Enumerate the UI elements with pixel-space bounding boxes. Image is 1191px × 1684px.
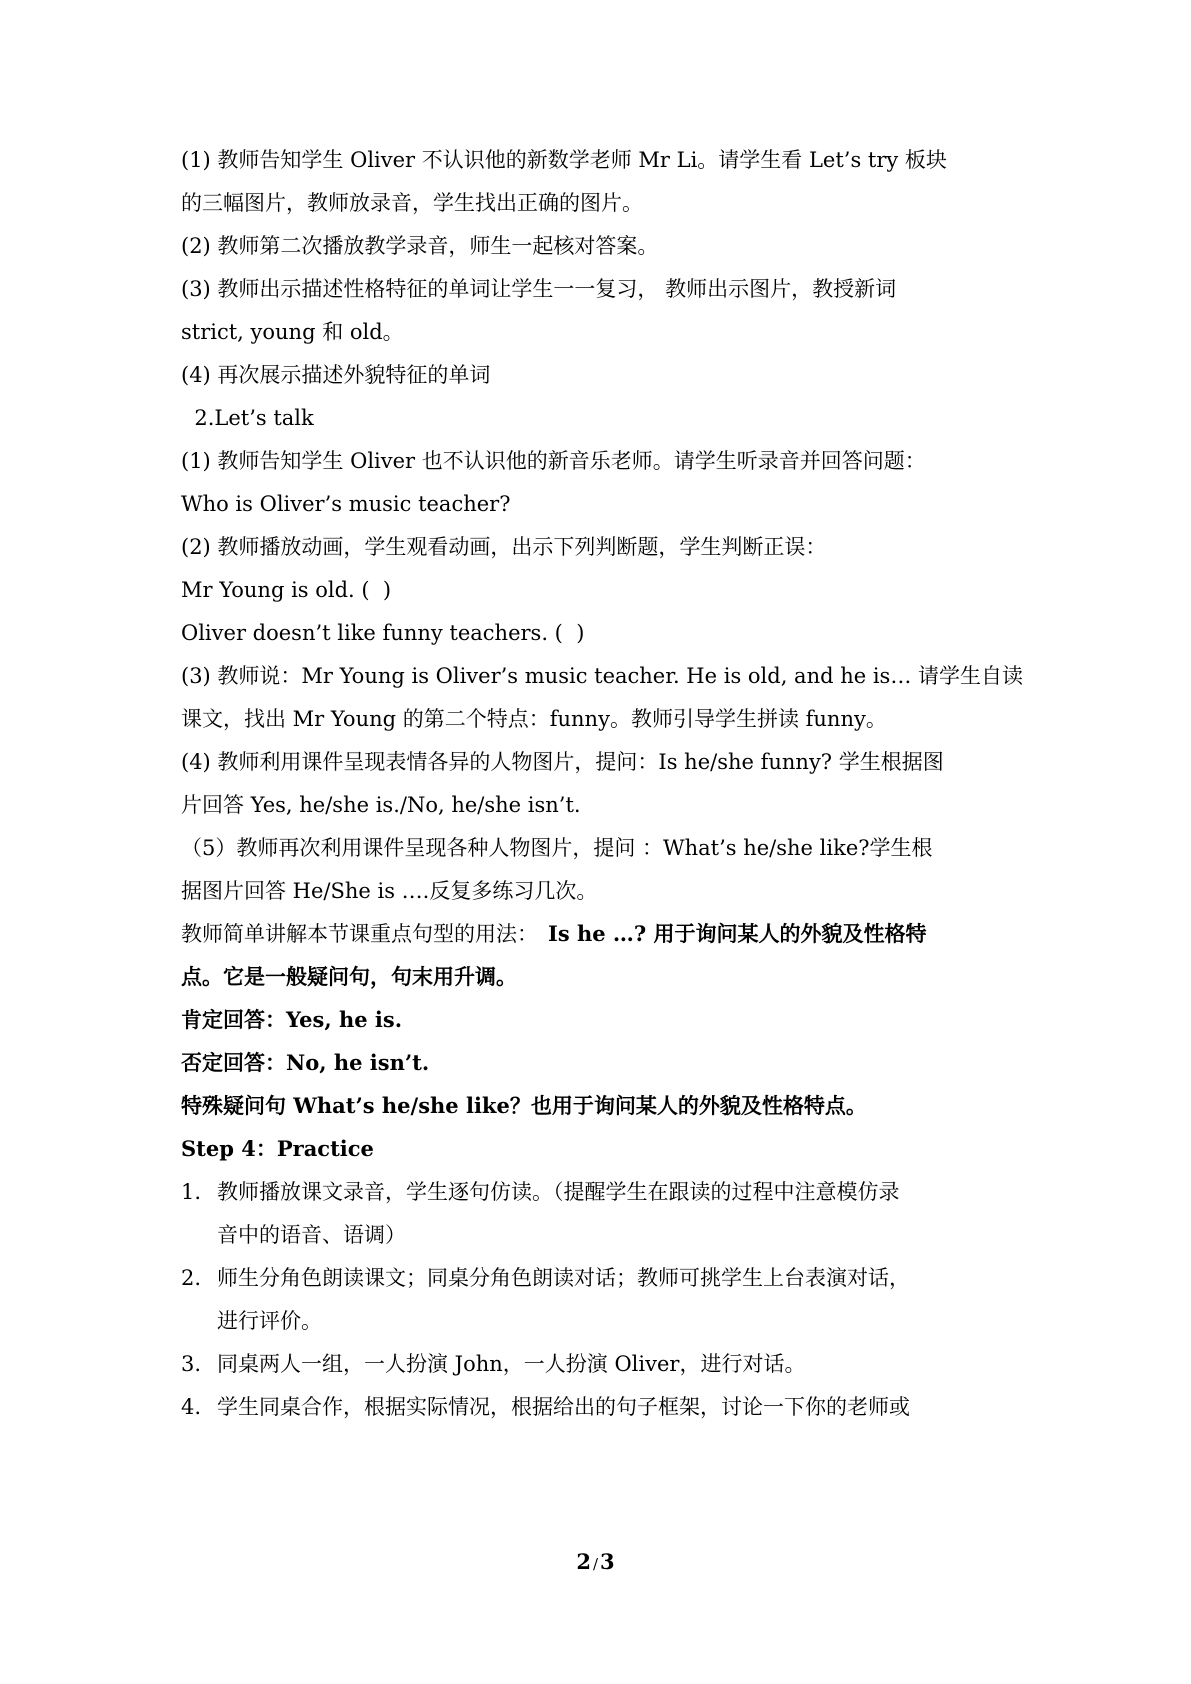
paragraph-line: (4) 再次展示描述外貌特征的单词 [181,363,491,387]
list-item-number: 4. [181,1395,202,1419]
paragraph-line: (1) 教师告知学生 Oliver 也不认识他的新音乐老师。请学生听录音并回答问题： [181,449,926,473]
paragraph-line: 片回答 Yes, he/she is./No, he/she isn’t. [181,793,581,817]
paragraph-line: 的三幅图片，教师放录音，学生找出正确的图片。 [181,191,643,215]
paragraph-line: Oliver doesn’t like funny teachers. ( ) [181,621,585,645]
paragraph-line: 据图片回答 He/She is ….反复多练习几次。 [181,879,598,903]
negative-answer: 否定回答：No, he isn’t. [181,1050,430,1075]
grammar-intro-bold: Is he …? 用于询问某人的外貌及性格特 [548,921,927,946]
paragraph-line: strict, young 和 old。 [181,320,404,344]
paragraph-line: （5）教师再次利用课件呈现各种人物图片，提问 ：What’s he/she like?学生根 [181,836,933,860]
paragraph-line: Mr Young is old. ( ) [181,578,392,602]
paragraph-line: (3) 教师说：Mr Young is Oliver’s music teacher. He is old, and he is… 请学生自读 [181,664,1024,688]
grammar-intro-line [181,920,1021,948]
positive-answer: 肯定回答：Yes, he is. [181,1007,403,1032]
paragraph-line: (2) 教师第二次播放教学录音，师生一起核对答案。 [181,234,659,258]
paragraph-line: (3) 教师出示描述性格特征的单词让学生一一复习， 教师出示图片，教授新词 [181,277,897,301]
list-item-text-continued: 音中的语音、语调） [217,1223,406,1247]
list-item-number: 3. [181,1352,202,1376]
list-item-text-continued: 进行评价。 [217,1309,322,1333]
grammar-intro-plain: 教师简单讲解本节课重点句型的用法： [181,922,538,946]
list-item-text: 学生同桌合作，根据实际情况，根据给出的句子框架，讨论一下你的老师或 [217,1395,910,1419]
paragraph-line: (1) 教师告知学生 Oliver 不认识他的新数学老师 Mr Li。请学生看 Let’s try 板块 [181,148,947,172]
grammar-intro-continued: 点。它是一般疑问句，句末用升调。 [181,964,517,989]
paragraph-line: (4) 教师利用课件呈现表情各异的人物图片，提问：Is he/she funny? 学生根据图 [181,750,944,774]
page-separator: / [592,1555,599,1573]
page-total: 3 [600,1549,615,1574]
step4-heading: Step 4：Practice [181,1136,374,1161]
list-item-text: 同桌两人一组，一人扮演 John，一人扮演 Oliver，进行对话。 [217,1352,806,1376]
paragraph-line: 课文，找出 Mr Young 的第二个特点：funny。教师引导学生拼读 funny。 [181,707,887,731]
list-item-number: 2. [181,1266,202,1290]
section-heading: 2.Let’s talk [181,406,314,430]
list-item-text: 教师播放课文录音，学生逐句仿读。（提醒学生在跟读的过程中注意模仿录 [217,1180,900,1204]
special-question-note: 特殊疑问句 What’s he/she like？也用于询问某人的外貌及性格特点。 [181,1093,867,1118]
page-current: 2 [576,1549,591,1574]
paragraph-line: Who is Oliver’s music teacher? [181,492,511,516]
list-item-text: 师生分角色朗读课文；同桌分角色朗读对话；教师可挑学生上台表演对话， [217,1266,910,1290]
paragraph-line: (2) 教师播放动画，学生观看动画，出示下列判断题，学生判断正误： [181,535,827,559]
page-number [0,1548,1191,1578]
list-item-number: 1. [181,1180,202,1204]
